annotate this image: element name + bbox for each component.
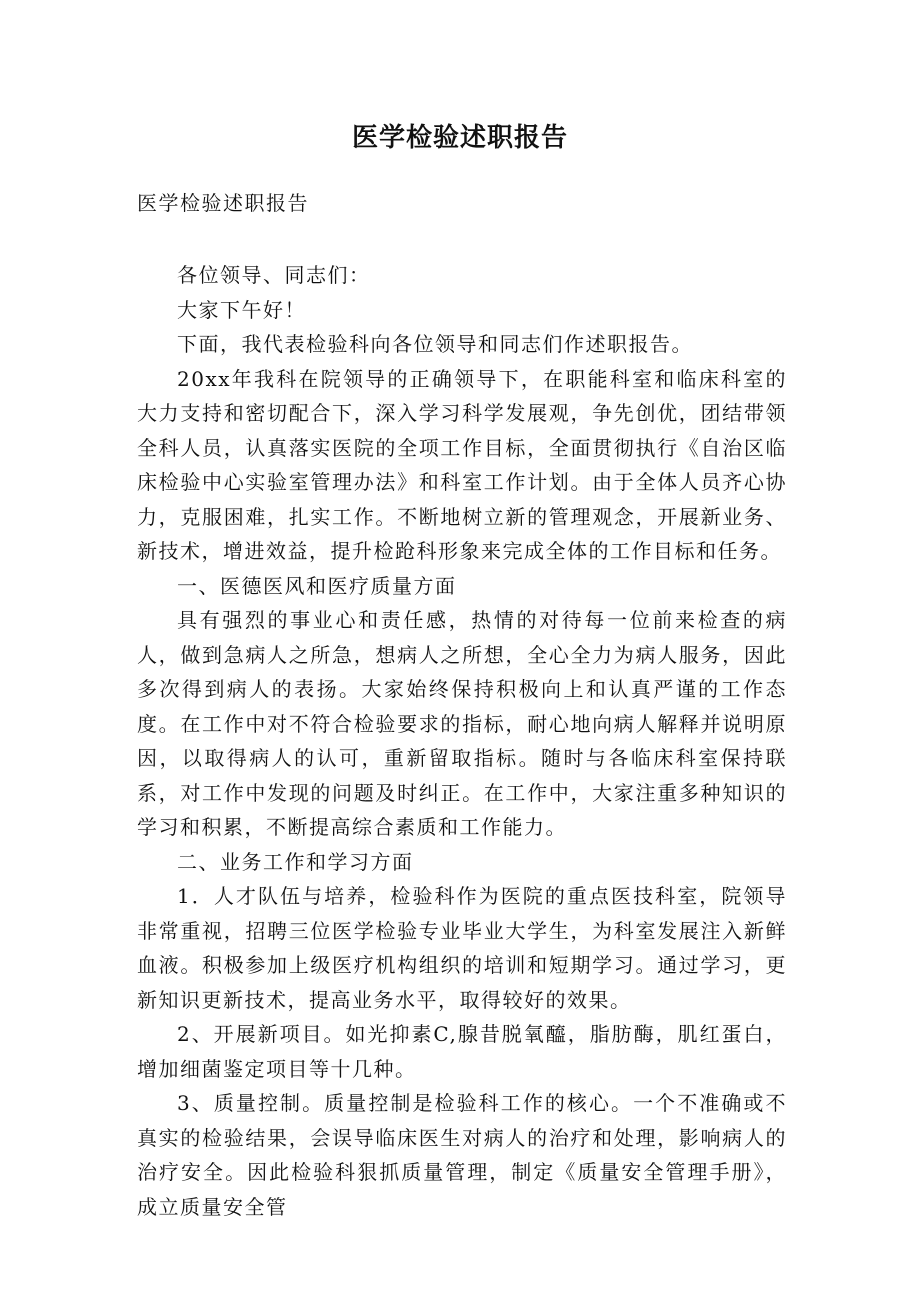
document-subtitle: 医学检验述职报告	[137, 191, 309, 215]
section-heading: 二、业务工作和学习方面	[177, 849, 414, 874]
greeting-paragraph: 各位领导、同志们：	[177, 263, 371, 287]
body-paragraph: 具有强烈的事业心和责任感，热情的对待每一位前来检查的病人，做到急病人之所急，想病人之所想，全心全力为病人服务，因此多次得到病人的表扬。大家始终保持积极向上和认真严谨的工作态度。在工作中对不符合检验要求的指标，耐心地向病人解释并说明原因，以取得病人的认可，重新留取指标。随时与各临床科室保持联系，对工作中发现的问题及时纠正。在工作中，大家注重多种知识的学习和积累，不断提高综合素质和工作能力。	[137, 608, 787, 839]
body-paragraph: 1．人才队伍与培养，检验科作为医院的重点医技科室，院领导非常重视，招聘三位医学检验专业毕业大学生，为科室发展注入新鲜血液。积极参加上级医疗机构组织的培训和短期学习。通过学习，更新知识更新技术，提高业务水平，取得较好的效果。	[137, 884, 787, 1012]
greeting-paragraph: 大家下午好！	[177, 297, 306, 322]
document-body	[137, 258, 787, 1224]
body-paragraph: 3、质量控制。质量控制是检验科工作的核心。一个不准确或不真实的检验结果，会误导临床医生对病人的治疗和处理，影响病人的治疗安全。因此检验科狠抓质量管理，制定《质量安全管理手册》，成立质量安全管	[137, 1091, 787, 1219]
section-heading: 一、医德医风和医疗质量方面	[177, 573, 457, 598]
body-paragraph: 20xx年我科在院领导的正确领导下，在职能科室和临床科室的大力支持和密切配合下，深入学习科学发展观，争先创优，团结带领全科人员，认真落实医院的全项工作目标，全面贯彻执行《自治区临床检验中心实验室管理办法》和科室工作计划。由于全体人员齐心协力，克服困难，扎实工作。不断地树立新的管理观念，开展新业务、新技术，增进效益，提升检跄科形象来完成全体的工作目标和任务。	[137, 366, 787, 563]
body-paragraph: 2、开展新项目。如光抑素C,腺昔脱氧醯，脂肪酶，肌红蛋白，增加细菌鉴定项目等十几种。	[137, 1022, 787, 1081]
intro-paragraph: 下面，我代表检验科向各位领导和同志们作述职报告。	[177, 332, 693, 356]
document-title: 医学检验述职报告	[351, 123, 568, 153]
